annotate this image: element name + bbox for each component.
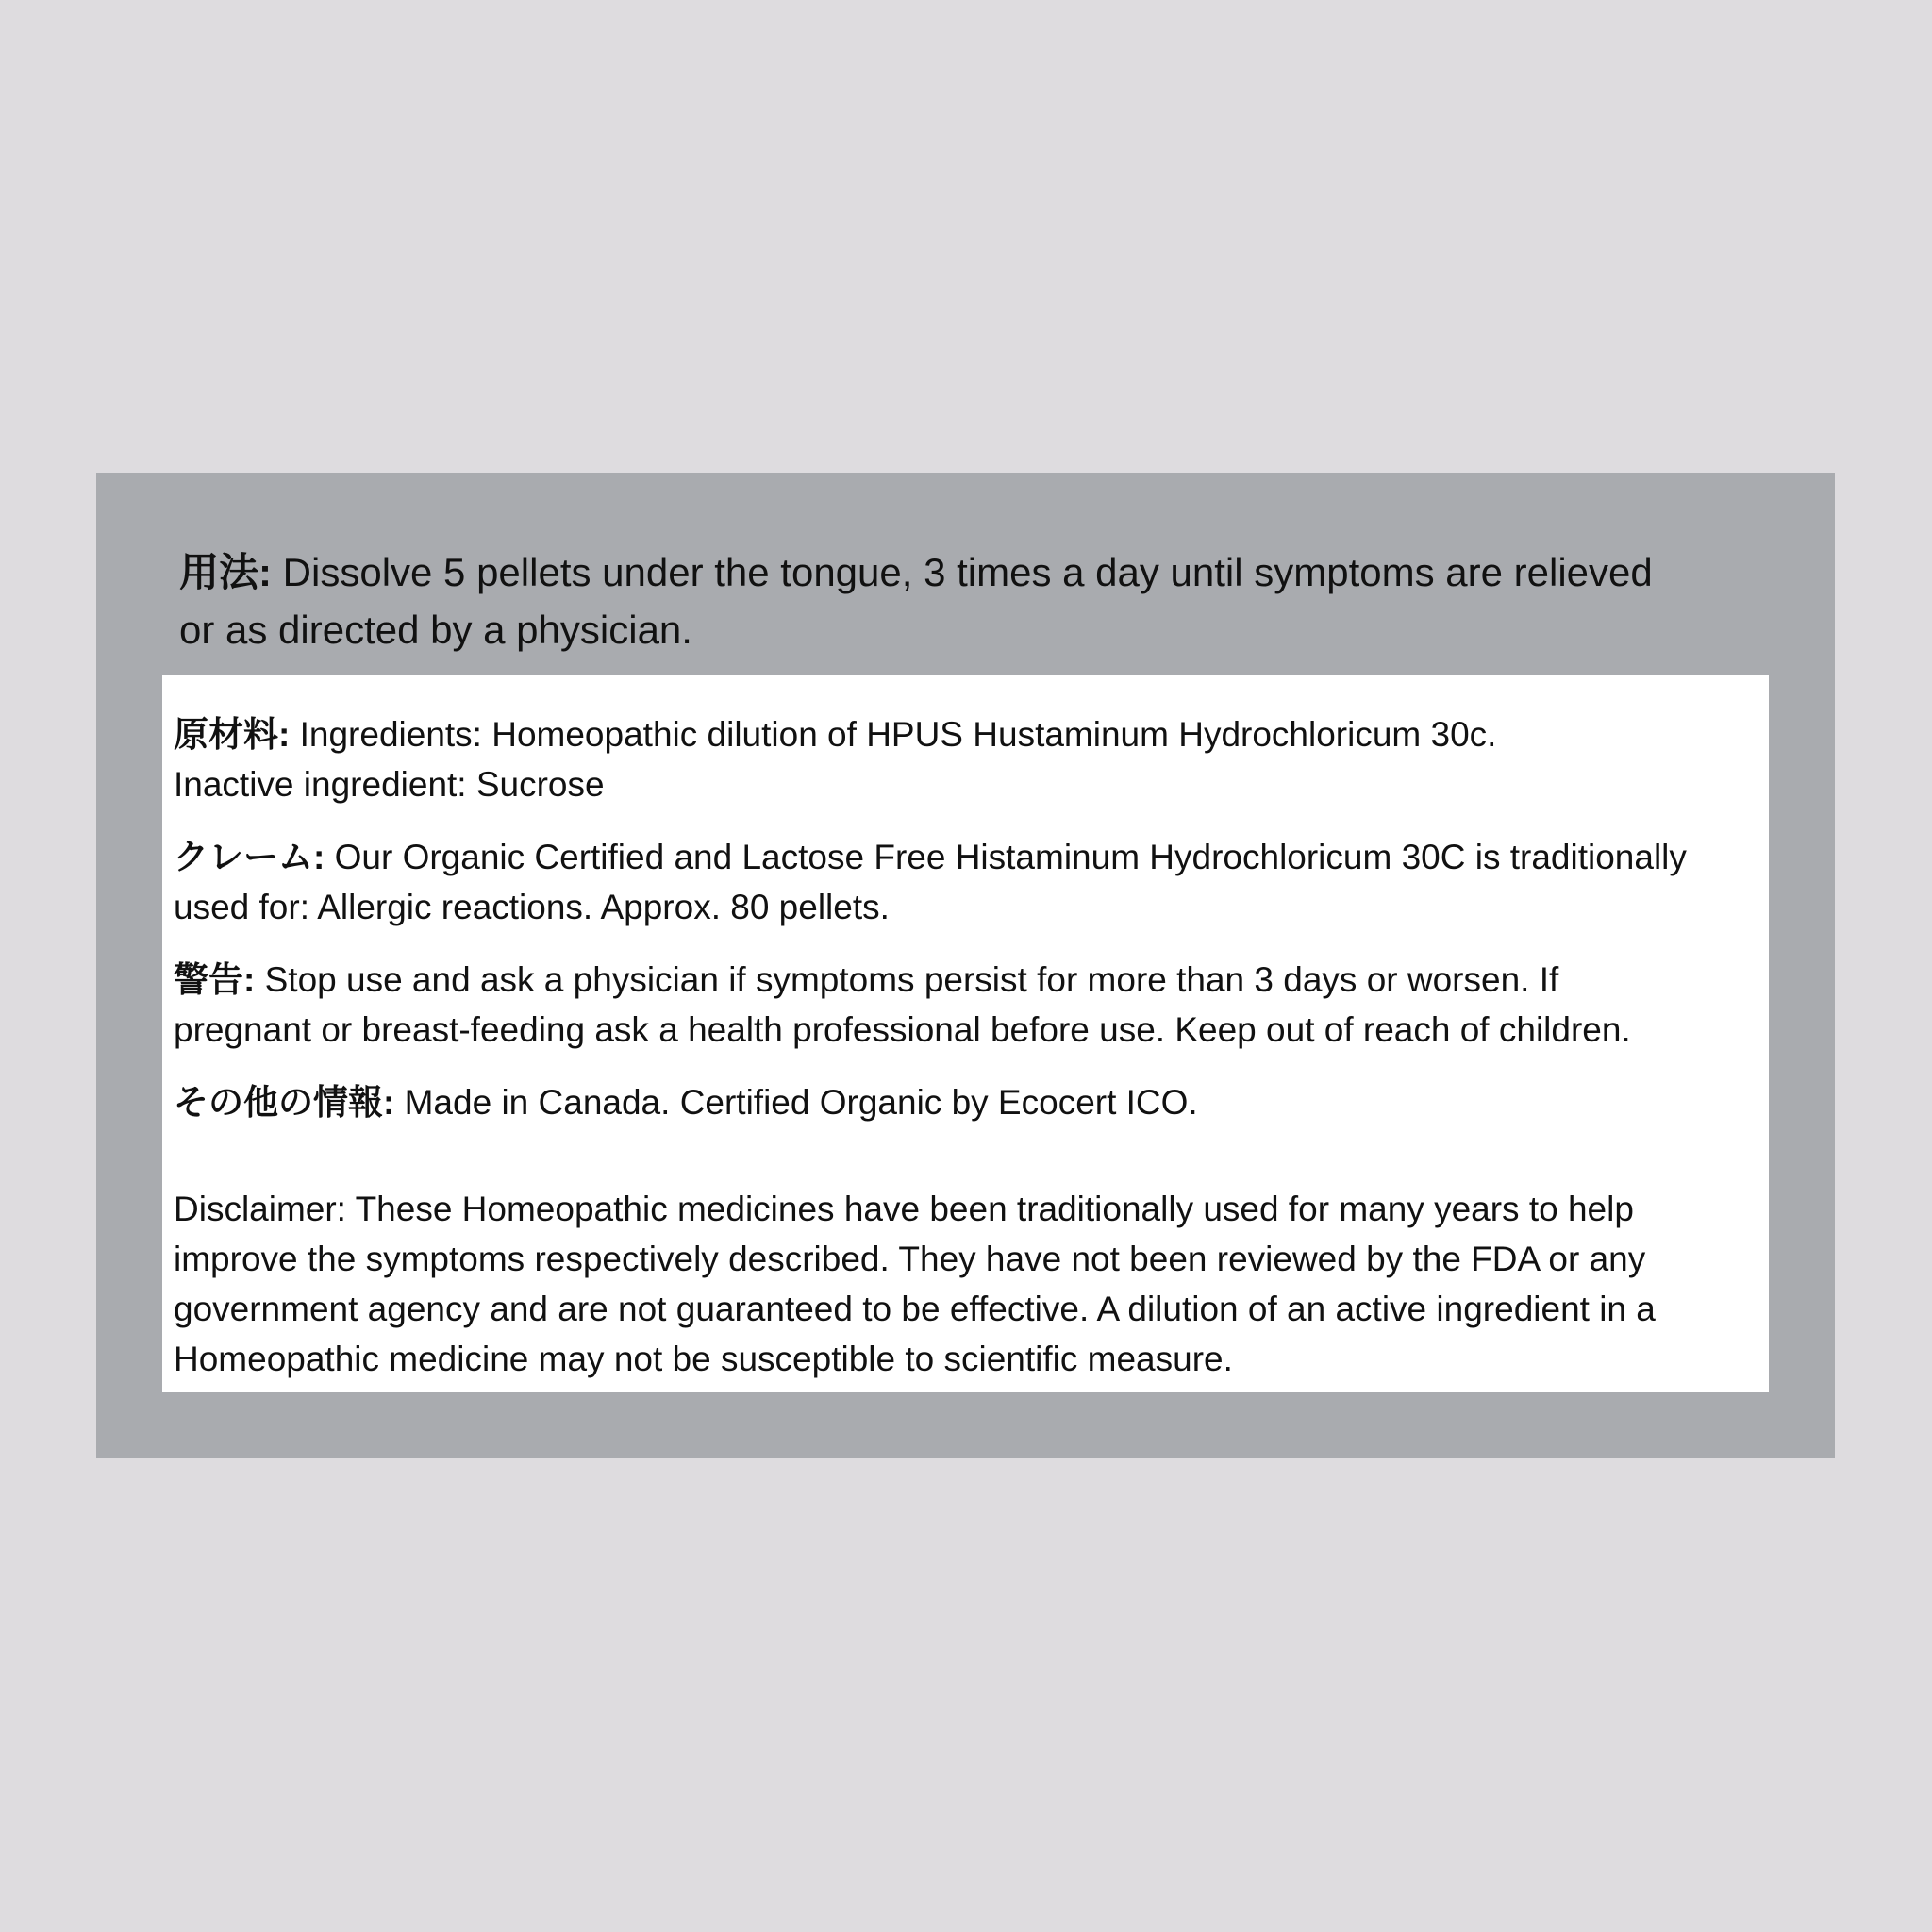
ingredients-line-1 <box>174 709 1768 759</box>
warnings-label: 警告: <box>174 960 256 999</box>
claims-text-1: Our Organic Certified and Lactose Free Histaminum Hydrochloricum 30C is traditionally <box>325 838 1687 876</box>
disclaimer-line-3: government agency and are not guaranteed to be effective. A dilution of an active ingredient in a <box>174 1290 1656 1328</box>
directions-line-1 <box>179 543 1821 601</box>
claims-label: クレーム: <box>174 838 325 876</box>
ingredients-text-2: Inactive ingredient: Sucrose <box>174 765 605 804</box>
ingredients-text-1: Ingredients: Homeopathic dilution of HPUS Hustaminum Hydrochloricum 30c. <box>290 715 1497 754</box>
warnings-text-2: pregnant or breast-feeding ask a health professional before use. Keep out of reach of children. <box>174 1010 1631 1049</box>
disclaimer-section <box>174 1184 1768 1384</box>
directions-text-2: or as directed by a physician. <box>179 608 692 652</box>
other-info-label: その他の情報: <box>174 1083 395 1122</box>
ingredients-label: 原材料: <box>174 715 291 754</box>
warnings-line-1 <box>174 955 1768 1005</box>
directions-text-1: Dissolve 5 pellets under the tongue, 3 times a day until symptoms are relieved <box>272 550 1653 594</box>
warnings-section <box>174 955 1768 1055</box>
info-content <box>174 709 1768 1384</box>
disclaimer-line-2: improve the symptoms respectively described. They have not been reviewed by the FDA or any <box>174 1240 1646 1278</box>
claims-section <box>174 832 1768 932</box>
other-info-line <box>174 1077 1768 1127</box>
warnings-text-1: Stop use and ask a physician if symptoms persist for more than 3 days or worsen. If <box>255 960 1559 999</box>
disclaimer-line-4: Homeopathic medicine may not be susceptible to scientific measure. <box>174 1340 1233 1378</box>
other-info-text: Made in Canada. Certified Organic by Ecocert ICO. <box>394 1083 1198 1122</box>
directions-section <box>179 543 1821 658</box>
directions-label: 用法: <box>179 550 272 594</box>
label-panel <box>96 473 1835 1458</box>
other-info-section <box>174 1077 1768 1127</box>
ingredients-section <box>174 709 1768 809</box>
info-box <box>162 675 1769 1392</box>
claims-line-1 <box>174 832 1768 882</box>
claims-text-2: used for: Allergic reactions. Approx. 80 pellets. <box>174 888 890 926</box>
disclaimer-line-1: Disclaimer: These Homeopathic medicines have been traditionally used for many years to help <box>174 1190 1634 1228</box>
